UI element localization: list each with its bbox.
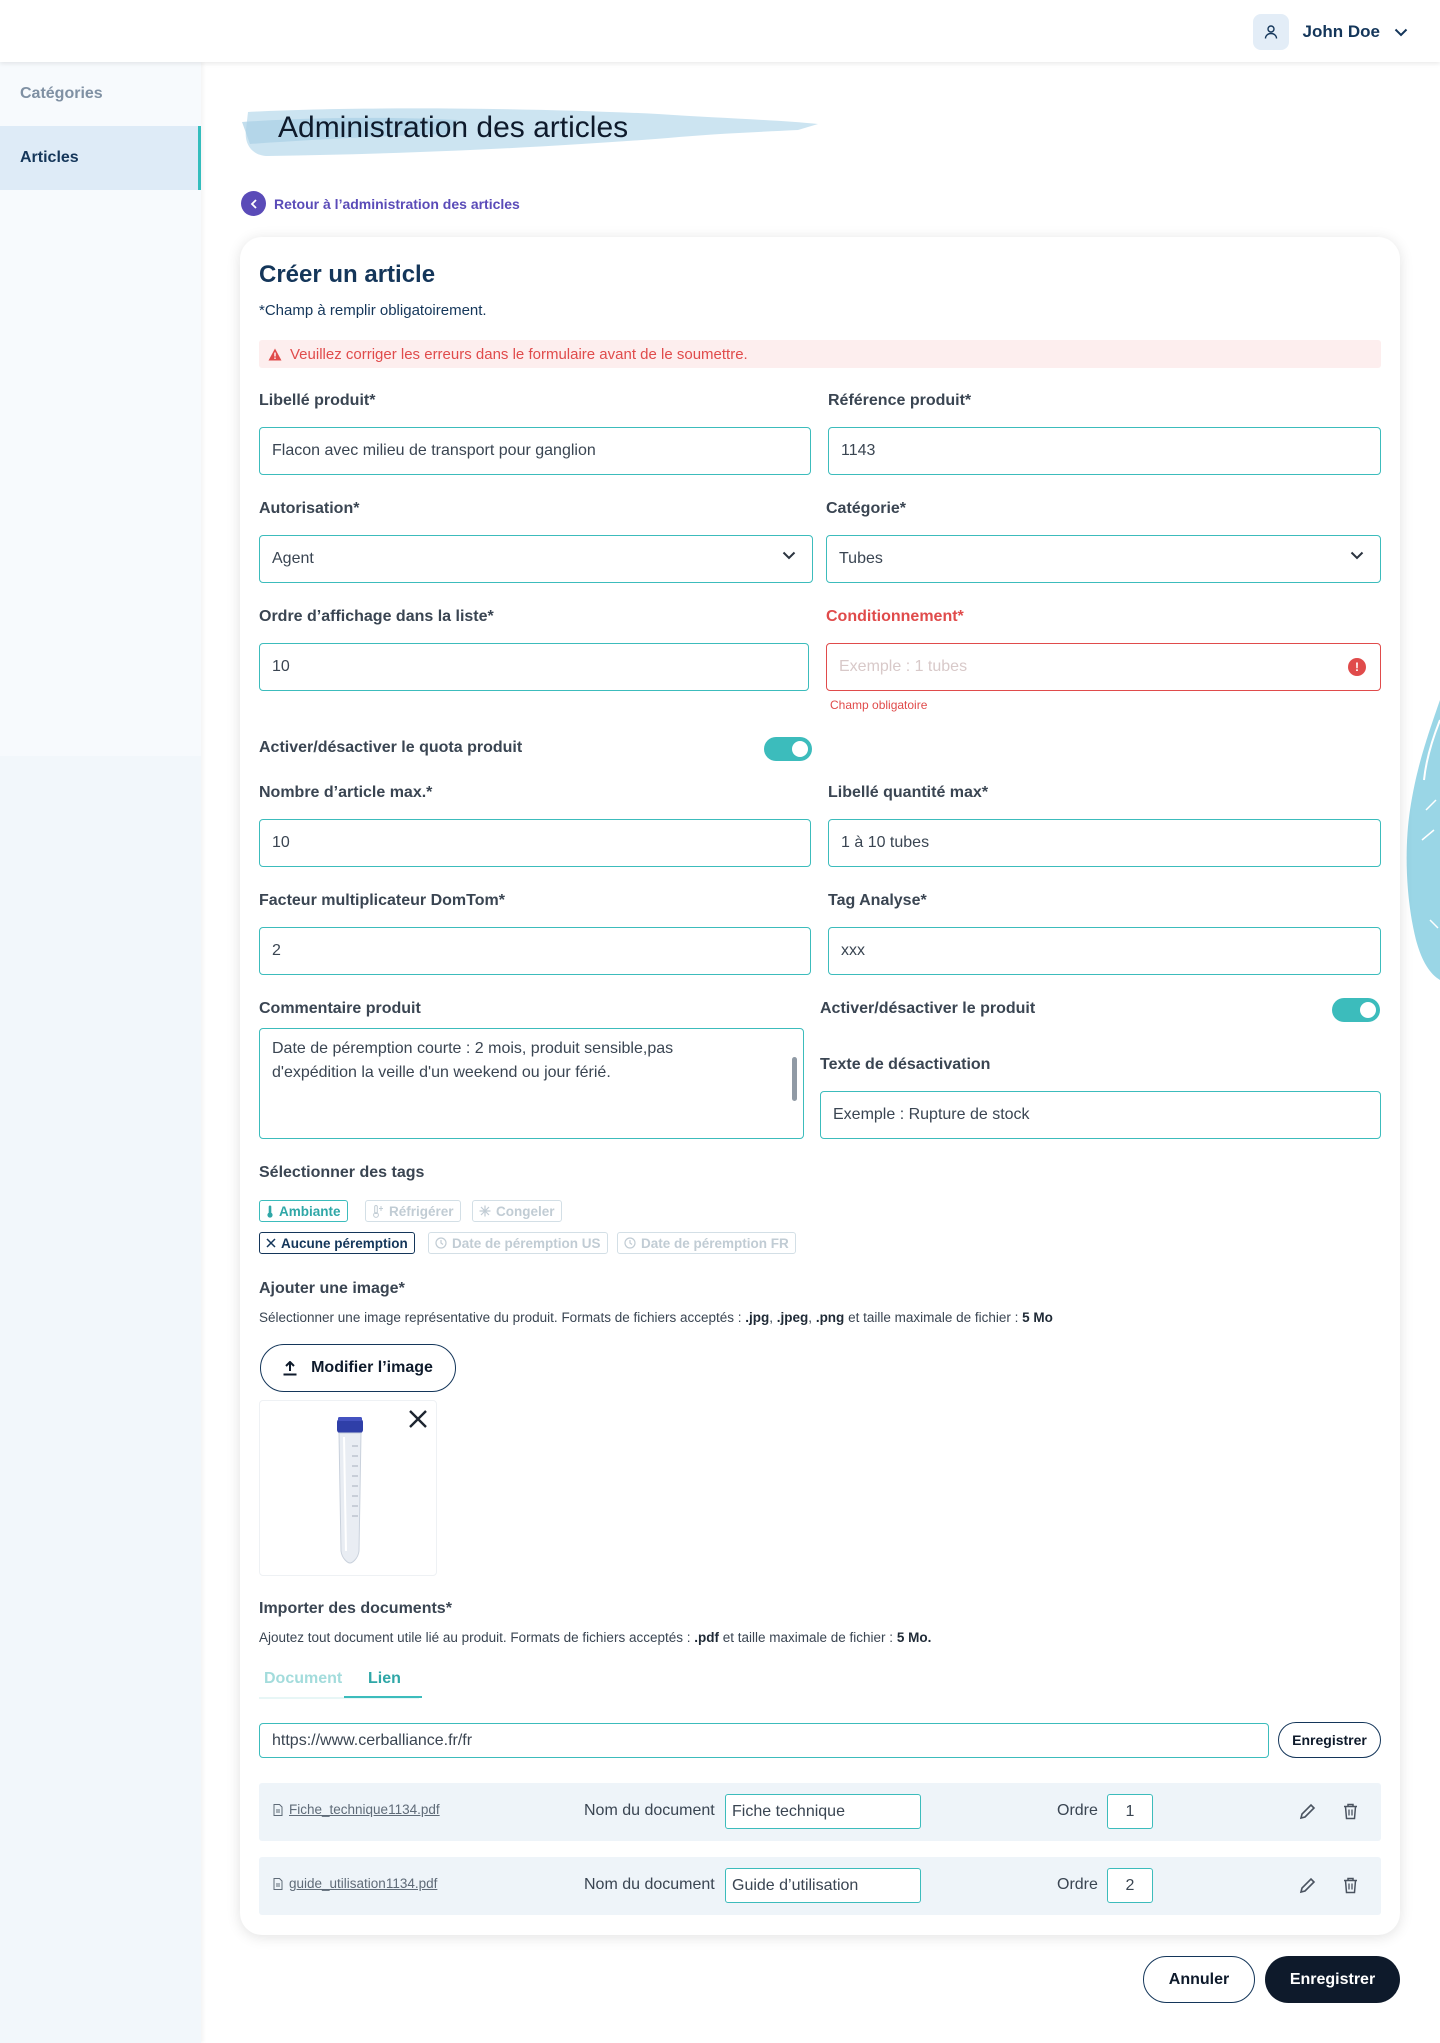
tag-label: Date de péremption US — [452, 1235, 601, 1251]
reference-label: Référence produit* — [828, 392, 972, 409]
tag-label: Ambiante — [279, 1203, 341, 1219]
autorisation-select[interactable] — [259, 535, 813, 583]
article-form-card — [240, 237, 1400, 1935]
conditionnement-error: Champ obligatoire — [830, 698, 928, 712]
facteur-input[interactable]: 2 — [259, 927, 811, 975]
format-jpg: .jpg — [745, 1310, 770, 1325]
sidebar-item-articles[interactable]: Articles — [0, 126, 201, 190]
reference-input[interactable]: 1143 — [828, 427, 1381, 475]
trash-icon[interactable] — [1343, 1803, 1358, 1820]
document-file-link[interactable] — [273, 1876, 437, 1891]
chevron-down-icon — [1350, 551, 1364, 560]
tag-label: Réfrigérer — [389, 1203, 454, 1219]
tag-label: Congeler — [496, 1203, 555, 1219]
tag-ambiante[interactable] — [259, 1200, 348, 1222]
error-banner-text: Veuillez corriger les erreurs dans le formulaire avant de le soumettre. — [290, 345, 748, 363]
file-icon — [273, 1878, 283, 1890]
sidebar-item-categories[interactable]: Catégories — [20, 85, 103, 102]
textarea-scrollbar[interactable] — [792, 1057, 797, 1101]
file-icon — [273, 1804, 283, 1816]
conditionnement-label: Conditionnement* — [826, 608, 964, 625]
ordre-input[interactable]: 10 — [259, 643, 809, 691]
tab-lien[interactable]: Lien — [368, 1670, 401, 1687]
image-help: Sélectionner une image représentative du produit. Formats de fichiers acceptés : .jpg, .jpeg, .png et taille maximale de fichier : 5 Mo — [259, 1310, 1053, 1325]
quota-toggle-label: Activer/désactiver le quota produit — [259, 739, 523, 756]
document-file-name: Fiche_technique1134.pdf — [289, 1802, 440, 1817]
produit-toggle[interactable] — [1332, 998, 1380, 1022]
documents-max-size: 5 Mo. — [896, 1630, 932, 1645]
modify-image-button[interactable] — [260, 1344, 456, 1392]
required-note: *Champ à remplir obligatoirement. — [259, 302, 487, 319]
cancel-button[interactable]: Annuler — [1143, 1956, 1255, 2003]
top-bar — [0, 0, 1440, 62]
texte-desactivation-label: Texte de désactivation — [820, 1056, 991, 1073]
clock-icon — [435, 1237, 447, 1249]
conditionnement-input[interactable] — [826, 643, 1381, 691]
nb-max-label: Nombre d’article max.* — [259, 784, 433, 801]
document-name-input[interactable]: Guide d’utilisation — [725, 1868, 921, 1903]
libelle-qte-input[interactable]: 1 à 10 tubes — [828, 819, 1381, 867]
format-pdf: .pdf — [694, 1630, 719, 1645]
image-help-text: Sélectionner une image représentative du produit. Formats de fichiers acceptés : — [259, 1310, 746, 1325]
decorative-wave — [1396, 700, 1440, 980]
product-image-preview — [259, 1400, 437, 1576]
upload-icon — [283, 1361, 297, 1376]
tag-peremption-fr[interactable] — [617, 1232, 796, 1254]
user-menu[interactable] — [1253, 14, 1408, 50]
sidebar-nav — [0, 62, 201, 756]
page-title: Administration des articles — [278, 111, 629, 144]
chevron-left-icon — [241, 191, 266, 216]
tag-analyse-label: Tag Analyse* — [828, 892, 927, 909]
tag-label: Aucune péremption — [281, 1235, 408, 1251]
snowflake-icon — [479, 1205, 491, 1217]
commentaire-textarea[interactable] — [259, 1028, 804, 1139]
back-link[interactable] — [241, 191, 520, 216]
trash-icon[interactable] — [1343, 1877, 1358, 1894]
facteur-label: Facteur multiplicateur DomTom* — [259, 892, 505, 909]
clock-icon — [624, 1237, 636, 1249]
modify-image-label: Modifier l’image — [311, 1359, 433, 1376]
quota-toggle[interactable] — [764, 737, 812, 761]
format-png: .png — [815, 1310, 845, 1325]
document-order-label: Ordre — [1057, 1802, 1098, 1819]
tag-analyse-input[interactable]: xxx — [828, 927, 1381, 975]
nb-max-input[interactable]: 10 — [259, 819, 811, 867]
document-row — [259, 1857, 1381, 1915]
conditionnement-placeholder: Exemple : 1 tubes — [839, 658, 968, 675]
image-label: Ajouter une image* — [259, 1280, 405, 1297]
user-icon — [1253, 14, 1289, 50]
tag-peremption-us[interactable] — [428, 1232, 608, 1254]
chevron-down-icon — [782, 551, 796, 560]
tag-label: Date de péremption FR — [641, 1235, 789, 1251]
document-name-label: Nom du document — [584, 1876, 715, 1893]
form-title: Créer un article — [259, 261, 436, 288]
chevron-down-icon[interactable] — [1394, 28, 1408, 37]
tag-congeler[interactable] — [472, 1200, 562, 1222]
documents-label: Importer des documents* — [259, 1600, 452, 1617]
close-icon — [266, 1238, 276, 1248]
categorie-value: Tubes — [839, 550, 883, 567]
documents-help-text: Ajoutez tout document utile lié au produit. Formats de fichiers acceptés : — [259, 1630, 695, 1645]
categorie-select[interactable] — [826, 535, 1381, 583]
texte-desactivation-placeholder: Exemple : Rupture de stock — [833, 1106, 1030, 1123]
tab-document[interactable]: Document — [264, 1670, 343, 1687]
document-file-link[interactable] — [273, 1802, 440, 1817]
categorie-label: Catégorie* — [826, 500, 907, 517]
thermometer-icon — [266, 1205, 274, 1218]
produit-toggle-label: Activer/désactiver le produit — [820, 1000, 1036, 1017]
tag-aucune-peremption[interactable] — [259, 1232, 415, 1254]
documents-help-size-text: et taille maximale de fichier : — [718, 1630, 897, 1645]
user-name: John Doe — [1302, 22, 1380, 41]
error-banner — [259, 340, 1381, 368]
document-order-input[interactable]: 1 — [1107, 1794, 1153, 1829]
texte-desactivation-input[interactable] — [820, 1091, 1381, 1139]
autorisation-label: Autorisation* — [259, 500, 360, 517]
document-row — [259, 1783, 1381, 1841]
image-help-size-text: et taille maximale de fichier : — [844, 1310, 1023, 1325]
tags-label: Sélectionner des tags — [259, 1164, 425, 1181]
documents-help — [259, 1630, 931, 1645]
format-jpeg: .jpeg — [776, 1310, 809, 1325]
image-max-size: 5 Mo — [1022, 1310, 1053, 1325]
sidebar — [0, 62, 201, 2043]
back-link-label: Retour à l’administration des articles — [274, 195, 520, 212]
link-save-button[interactable]: Enregistrer — [1278, 1722, 1381, 1758]
save-button[interactable]: Enregistrer — [1265, 1956, 1400, 2003]
document-order-label: Ordre — [1057, 1876, 1098, 1893]
ordre-label: Ordre d’affichage dans la liste* — [259, 608, 494, 625]
libelle-label: Libellé produit* — [259, 392, 376, 409]
remove-image-icon[interactable] — [408, 1409, 428, 1429]
edit-icon[interactable] — [1299, 1877, 1316, 1894]
commentaire-value: Date de péremption courte : 2 mois, produit sensible,pas d'expédition la veille d'un weekend ou jour férié. — [272, 1040, 674, 1081]
libelle-input[interactable]: Flacon avec milieu de transport pour ganglion — [259, 427, 811, 475]
document-order-input[interactable]: 2 — [1107, 1868, 1153, 1903]
document-name-input[interactable]: Fiche technique — [725, 1794, 921, 1829]
libelle-qte-label: Libellé quantité max* — [828, 784, 989, 801]
commentaire-label: Commentaire produit — [259, 1000, 421, 1017]
document-name-label: Nom du document — [584, 1802, 715, 1819]
warning-icon — [268, 348, 282, 361]
tag-refrigerer[interactable] — [365, 1200, 461, 1222]
error-icon: ! — [1348, 658, 1366, 676]
link-input[interactable]: https://www.cerballiance.fr/fr — [259, 1723, 1269, 1758]
thermometer-snow-icon — [372, 1205, 384, 1218]
tab-active-indicator — [344, 1696, 422, 1698]
autorisation-value: Agent — [272, 550, 314, 567]
document-file-name: guide_utilisation1134.pdf — [289, 1876, 438, 1891]
edit-icon[interactable] — [1299, 1803, 1316, 1820]
